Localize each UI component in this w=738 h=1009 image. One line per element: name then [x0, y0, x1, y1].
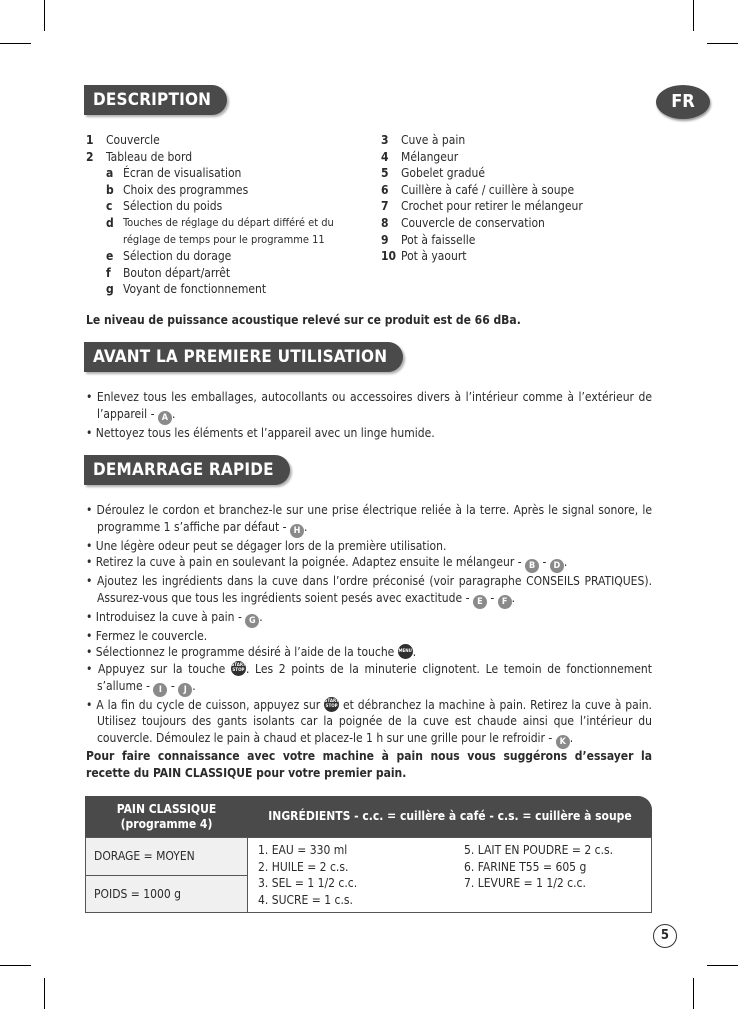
bullet-item: • Appuyez sur la touche START STOP . Les 2 points de la minuterie clignotent. Le temoin de fonctionnement s’allume - I - J .: [86, 661, 652, 695]
description-list-right: [381, 132, 583, 265]
bullet-item: • Sélectionnez le programme désiré à l’aide de la touche MENU .: [86, 645, 417, 660]
menu-button-icon: MENU: [398, 644, 413, 659]
page-number: 5: [653, 924, 677, 948]
crop-mark: [693, 978, 694, 1009]
ingredient-item: 5. LAIT EN POUDRE = 2 c.s.: [464, 843, 614, 857]
list-item: 8 Couvercle de conservation: [381, 215, 545, 230]
language-badge: FR: [656, 85, 710, 119]
list-subitem: b Choix des programmes: [106, 182, 249, 197]
list-subitem: a Écran de visualisation: [106, 166, 242, 181]
figure-ref-badge: K: [556, 735, 570, 749]
section-header-demarrage: DEMARRAGE RAPIDE: [84, 455, 290, 485]
figure-ref-badge: B: [525, 559, 539, 573]
list-item: 10 Pot à yaourt: [381, 249, 467, 264]
bullet-item: • Déroulez le cordon et branchez-le sur une prise électrique reliée à la terre. Après le signal sonore, le programme 1 s’affiche par défaut - H .: [86, 503, 652, 536]
figure-ref-badge: E: [473, 595, 487, 609]
list-subitem: g Voyant de fonctionnement: [106, 282, 267, 297]
bullet-item: • Enlevez tous les emballages, autocollants ou accessoires divers à l’intérieur comme à l’extérieur de l’appareil - A .: [86, 390, 652, 423]
crop-mark: [707, 965, 738, 966]
list-item: 5 Gobelet gradué: [381, 166, 486, 181]
crop-mark: [0, 43, 31, 44]
recipe-table: [85, 796, 652, 913]
list-item: 9 Pot à faisselle: [381, 232, 476, 247]
demarrage-bullets: [86, 502, 652, 749]
list-item: 1 Couvercle: [86, 133, 160, 147]
bullet-item: • Nettoyez tous les éléments et l’appareil avec un linge humide.: [86, 425, 435, 440]
section-header-avant: AVANT LA PREMIERE UTILISATION: [84, 342, 403, 372]
figure-ref-badge: A: [158, 411, 172, 425]
noise-note: Le niveau de puissance acoustique relevé sur ce produit est de 66 dBa.: [86, 313, 521, 327]
list-subitem: d Touches de réglage du départ différé et du réglage de temps pour le programme 11: [106, 215, 334, 246]
ingredient-item: 1. EAU = 330 ml: [258, 843, 348, 857]
table-header-recipe: PAIN CLASSIQUE (programme 4): [85, 796, 248, 837]
bullet-item: • Ajoutez les ingrédients dans la cuve dans l’ordre préconisé (voir paragraphe CONSEILS PRATIQUES). Assurez-vous que tous les ingrédients soient pesés avec exactitude - E - F .: [86, 574, 652, 607]
bullet-item: • Une légère odeur peut se dégager lors de la première utilisation.: [86, 538, 447, 553]
list-item: 6 Cuillère à café / cuillère à soupe: [381, 182, 575, 197]
suggestion-text: Pour faire connaissance avec votre machine à pain nous vous suggérons d’essayer la recette du PAIN CLASSIQUE pour votre premier pain.: [86, 749, 652, 780]
figure-ref-badge: G: [245, 614, 259, 628]
bullet-item: • A la fin du cycle de cuisson, appuyez sur START STOP et débranchez la machine à pain. Retirez la cuve à pain. Utilisez toujours des gants isolants car la poignée de la cuve est chaude ainsi que l’intérieur du couvercle. Démoulez le pain à chaud et placez-le 1 h sur une grille pour le refroidir - K .: [86, 697, 652, 747]
figure-ref-badge: H: [290, 524, 304, 538]
crop-mark: [44, 0, 45, 31]
list-subitem: f Bouton départ/arrêt: [106, 265, 231, 280]
figure-ref-badge: J: [178, 683, 192, 697]
crop-mark: [0, 965, 31, 966]
bullet-item: • Retirez la cuve à pain en soulevant la poignée. Adaptez ensuite le mélangeur - B - D .: [86, 555, 568, 572]
bullet-item: • Fermez le couvercle.: [86, 628, 208, 643]
list-item: 7 Crochet pour retirer le mélangeur: [381, 199, 583, 214]
figure-ref-badge: F: [498, 595, 512, 609]
table-cell-dorage: DORAGE = MOYEN: [85, 837, 248, 876]
section-header-description: DESCRIPTION: [84, 85, 227, 115]
crop-mark: [44, 978, 45, 1009]
start-stop-button-icon: START STOP: [324, 697, 339, 712]
list-subitem: e Sélection du dorage: [106, 249, 232, 264]
list-item: 4 Mélangeur: [381, 149, 459, 164]
ingredient-item: 7. LEVURE = 1 1/2 c.c.: [464, 876, 586, 891]
figure-ref-badge: I: [153, 683, 167, 697]
list-subitem: c Sélection du poids: [106, 199, 223, 214]
crop-mark: [693, 0, 694, 31]
bullet-item: • Introduisez la cuve à pain - G .: [86, 609, 263, 626]
crop-mark: [707, 43, 738, 44]
table-cell-ingredients: [248, 837, 652, 913]
ingredient-item: 4. SUCRE = 1 c.s.: [258, 892, 353, 907]
start-stop-button-icon: START STOP: [231, 661, 246, 676]
ingredient-item: 3. SEL = 1 1/2 c.c.: [258, 876, 358, 891]
avant-bullets: [86, 389, 652, 441]
list-item: 3 Cuve à pain: [381, 133, 466, 147]
description-list-left: [86, 132, 334, 298]
table-cell-poids: POIDS = 1000 g: [85, 876, 248, 914]
list-item: 2 Tableau de bord: [86, 149, 193, 164]
ingredient-item: 2. HUILE = 2 c.s.: [258, 859, 349, 874]
table-header-ingredients: INGRÉDIENTS - c.c. = cuillère à café - c.s. = cuillère à soupe: [248, 796, 652, 837]
figure-ref-badge: D: [550, 559, 564, 573]
ingredient-item: 6. FARINE T55 = 605 g: [464, 859, 587, 874]
